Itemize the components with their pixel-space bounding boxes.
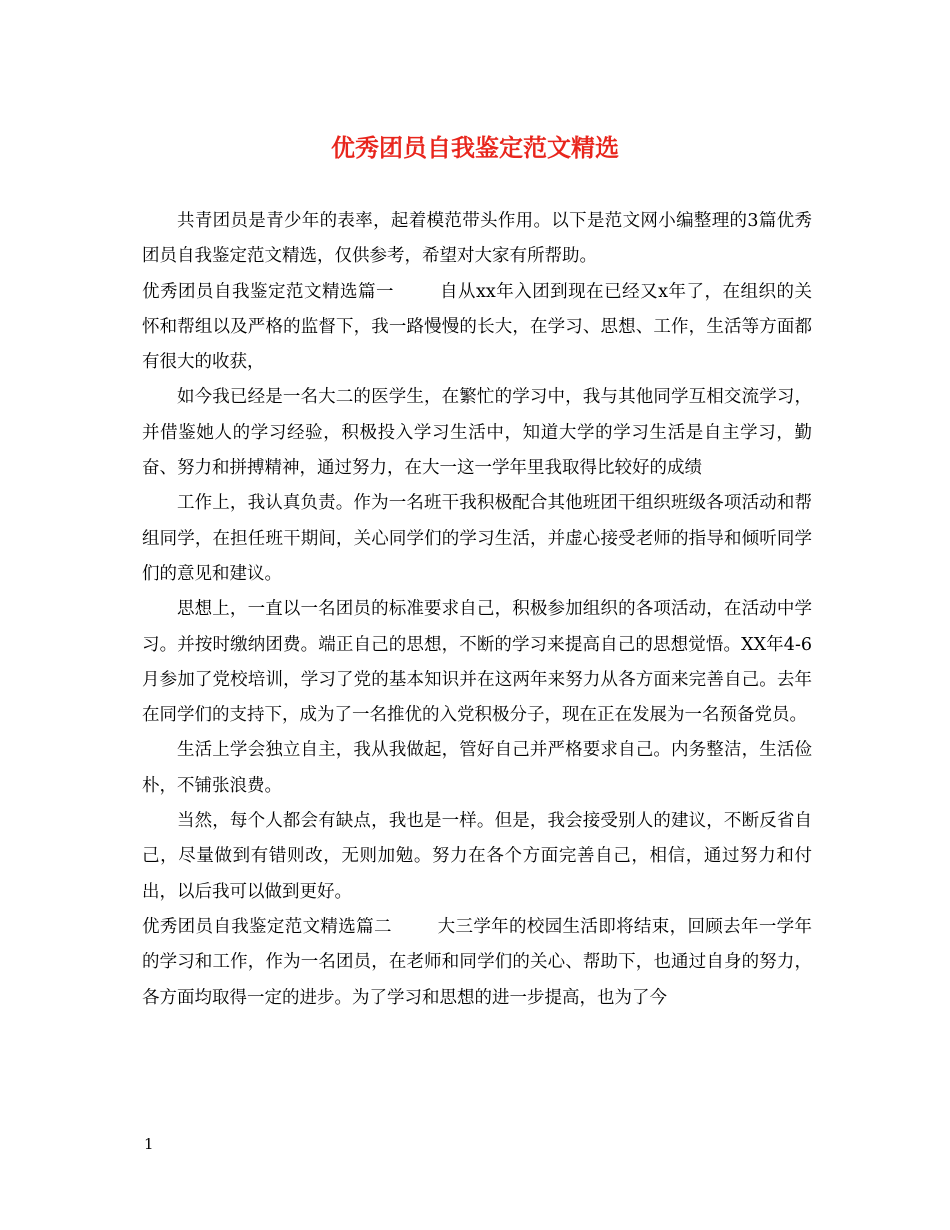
section2-text: 大三学年的校园生活即将结束，回顾去年一学年的学习和工作，作为一名团员，在老师和同学们的关心、帮助下，也通过自身的努力，各方面均取得一定的进步。为了学习和思想的进一步提高，也为了今 — [142, 916, 813, 1008]
body-paragraph: 如今我已经是一名大二的医学生，在繁忙的学习中，我与其他同学互相交流学习，并借鉴她人的学习经验，积极投入学习生活中，知道大学的学习生活是自主学习，勤奋、努力和拼搏精神，通过努力，在大一这一学年里我取得比较好的成绩 — [142, 387, 812, 479]
document-body — [142, 204, 812, 1016]
body-paragraph: 当然，每个人都会有缺点，我也是一样。但是，我会接受别人的建议，不断反省自己，尽量做到有错则改，无则加勉。努力在各个方面完善自己，相信，通过努力和付出，以后我可以做到更好。 — [142, 811, 812, 902]
body-paragraph: 工作上，我认真负责。作为一名班干我积极配合其他班团干组织班级各项活动和帮组同学，在担任班干期间，关心同学们的学习生活，并虚心接受老师的指导和倾听同学们的意见和建议。 — [142, 493, 812, 584]
section2-paragraph — [142, 910, 812, 1016]
intro-paragraph: 共青团员是青少年的表率，起着模范带头作用。以下是范文网小编整理的3篇优秀团员自我鉴定范文精选，仅供参考，希望对大家有所帮助。 — [142, 211, 812, 267]
document-title: 优秀团员自我鉴定范文精选 — [331, 134, 619, 162]
page-number: 1 — [144, 1135, 154, 1153]
section1-paragraph — [142, 275, 812, 381]
body-paragraph: 思想上，一直以一名团员的标准要求自己，积极参加组织的各项活动，在活动中学习。并按时缴纳团费。端正自己的思想，不断的学习来提高自己的思想觉悟。XX年4-6月参加了党校培训，学习了党的基本知识并在这两年来努力从各方面来完善自己。去年在同学们的支持下，成为了一名推优的入党积极分子，现在正在发展为一名预备党员。 — [142, 599, 812, 726]
section1-heading: 优秀团员自我鉴定范文精选篇一 — [142, 281, 394, 302]
section2-heading: 优秀团员自我鉴定范文精选篇二 — [142, 916, 392, 937]
section1-text: 自从xx年入团到现在已经又x年了，在组织的关怀和帮组以及严格的监督下，我一路慢慢的长大，在学习、思想、工作，生活等方面都有很大的收获， — [142, 281, 813, 373]
body-paragraph: 生活上学会独立自主，我从我做起，管好自己并严格要求自己。内务整洁，生活俭朴，不铺张浪费。 — [142, 740, 812, 796]
